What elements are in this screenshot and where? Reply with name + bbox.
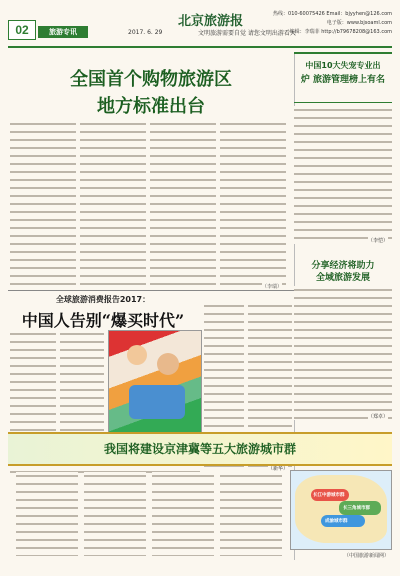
text-column <box>80 120 146 290</box>
divider <box>8 290 294 291</box>
second-headline: 中国人告别“爆买时代” <box>21 311 185 330</box>
second-kicker: 全球旅游消费报告2017： <box>55 295 151 304</box>
sidebar-story2-title-line1: 分享经济将助力 <box>311 261 375 271</box>
contact-info <box>252 10 392 37</box>
contact-line: 编辑：李瑞菲 http://b79678208@163.com <box>289 29 392 35</box>
page-number: 02 <box>8 20 36 40</box>
second-story-byline: （新华） <box>267 466 288 472</box>
main-headline-line2: 地方标准出台 <box>97 96 205 117</box>
text-column <box>220 472 282 556</box>
map-label: 成渝城市群 <box>325 519 348 524</box>
issue-date: 2017. 6. 29 <box>128 29 163 36</box>
text-column <box>152 472 214 556</box>
masthead: 北京旅游报 <box>178 14 244 29</box>
main-story-body <box>10 120 292 290</box>
masthead-slogan: 文明旅游需要自觉 请您文明出游看大 <box>198 30 296 37</box>
text-column <box>84 472 146 556</box>
sidebar-title-line2: 炉 旅游管理榜上有名 <box>300 75 386 85</box>
bottom-title-band <box>8 432 392 466</box>
sidebar-title-box <box>294 52 392 103</box>
main-story-byline: （李瑞） <box>261 284 282 290</box>
section-tag: 旅游专讯 <box>38 26 88 38</box>
sidebar-story2-body <box>294 286 392 420</box>
sidebar-title-line1: 中国10大失宠专业出 <box>305 61 381 70</box>
contact-line: 热线：010-60075426 Email：bjyyhen@126.com <box>273 11 392 17</box>
page-header <box>8 8 392 48</box>
text-column <box>10 330 56 440</box>
sidebar-story2-byline: （郑卓） <box>367 414 388 420</box>
sidebar-story1-byline: （李恺） <box>367 238 388 244</box>
sidebar <box>294 52 392 428</box>
map-label: 长三角城市群 <box>343 506 370 511</box>
text-column <box>16 472 78 556</box>
main-headline-line1: 全国首个购物旅游区 <box>70 69 232 90</box>
bottom-story <box>8 432 392 559</box>
text-column <box>220 120 286 290</box>
map-label: 长江中游城市群 <box>313 493 345 498</box>
text-column <box>10 120 76 290</box>
contact-line: 电子版：www.bjsoaml.com <box>326 20 392 26</box>
bottom-headline: 我国将建设京津冀等五大旅游城市群 <box>103 442 296 456</box>
sidebar-story2-title-line2: 全域旅游发展 <box>315 273 370 283</box>
city-cluster-map <box>290 470 392 559</box>
shoppers-photo <box>108 330 202 442</box>
text-column <box>150 120 216 290</box>
sidebar-story1-body <box>294 106 392 244</box>
map-caption: （中国旅游新闻网） <box>343 553 389 559</box>
text-column <box>60 330 104 440</box>
